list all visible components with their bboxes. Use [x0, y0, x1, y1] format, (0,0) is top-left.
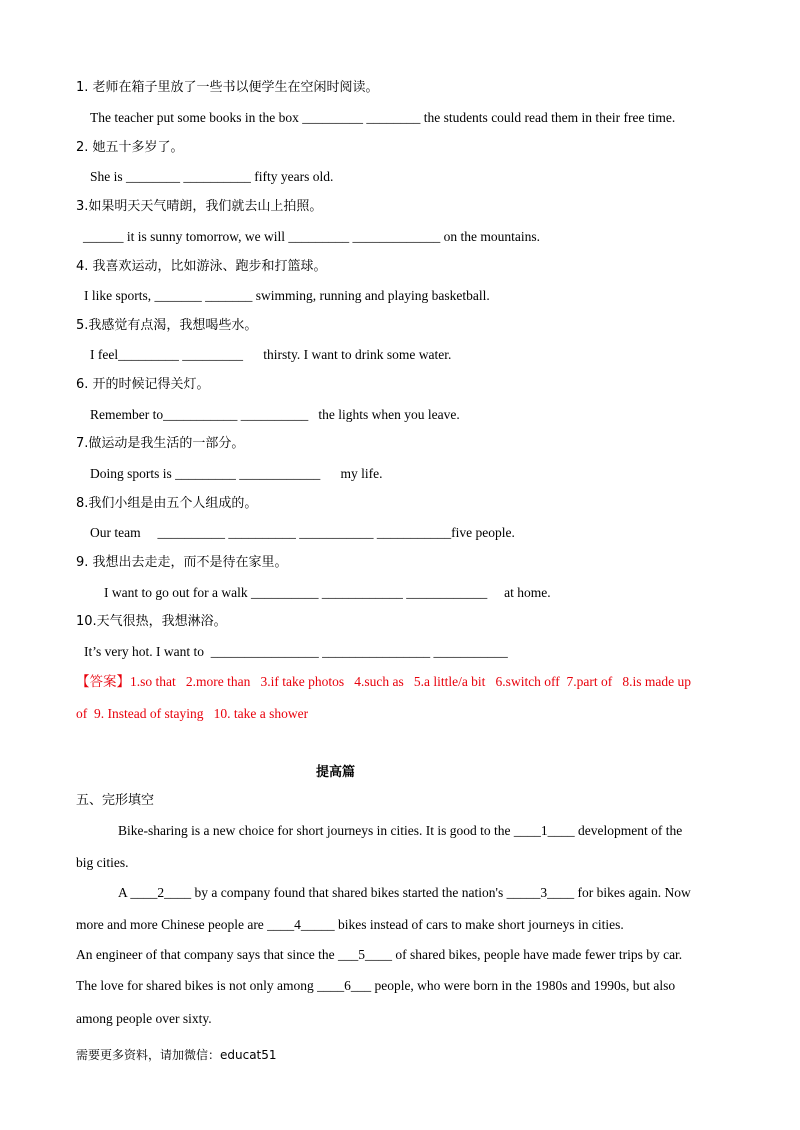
- subsection-title: 五、完形填空: [76, 793, 155, 808]
- item-4-english: I like sports, _______ _______ swimming, running and playing basketball.: [84, 288, 490, 303]
- passage-line-4: more and more Chinese people are ____4_____ bikes instead of cars to make short journeys in cities.: [76, 917, 624, 932]
- item-2-chinese: 2. 她五十多岁了。: [76, 140, 184, 155]
- passage-line-7: among people over sixty.: [76, 1011, 212, 1026]
- item-1-chinese: 1. 老师在箱子里放了一些书以便学生在空闲时阅读。: [76, 80, 379, 95]
- passage-line-5: An engineer of that company says that since the ___5____ of shared bikes, people have made fewer trips by car.: [76, 947, 683, 962]
- item-9-english: I want to go out for a walk __________ ____________ ____________ at home.: [104, 585, 551, 600]
- item-4-chinese: 4. 我喜欢运动，比如游泳、跑步和打篮球。: [76, 259, 327, 274]
- answer-key-line-1: 【答案】1.so that 2.more than 3.if take photos 4.such as 5.a little/a bit 6.switch off 7.part of 8.is made up: [76, 674, 692, 689]
- passage-line-3: A ____2____ by a company found that shared bikes started the nation's _____3____ for bikes again. Now: [118, 885, 691, 900]
- passage-line-6: The love for shared bikes is not only among ____6___ people, who were born in the 1980s and 1990s, but also: [76, 978, 676, 993]
- item-10-chinese: 10.天气很热，我想淋浴。: [76, 614, 227, 629]
- item-1-english: The teacher put some books in the box _________ ________ the students could read them in their free time.: [90, 110, 676, 125]
- answer-key-line-2: of 9. Instead of staying 10. take a shower: [76, 706, 309, 721]
- item-8-english: Our team __________ __________ ___________ ___________five people.: [90, 525, 515, 540]
- item-6-english: Remember to___________ __________ the lights when you leave.: [90, 407, 460, 422]
- passage-line-2: big cities.: [76, 855, 129, 870]
- item-3-chinese: 3.如果明天天气晴朗，我们就去山上拍照。: [76, 199, 323, 214]
- item-9-chinese: 9. 我想出去走走，而不是待在家里。: [76, 555, 288, 570]
- section-title: 提高篇: [316, 765, 356, 780]
- item-7-english: Doing sports is _________ ____________ my life.: [90, 466, 383, 481]
- item-2-english: She is ________ __________ fifty years old.: [90, 169, 334, 184]
- footer-note: 需要更多资料，请加微信：educat51: [76, 1048, 277, 1062]
- item-3-english: ______ it is sunny tomorrow, we will _________ _____________ on the mountains.: [83, 229, 540, 244]
- item-10-english: It’s very hot. I want to ________________ ________________ ___________: [84, 644, 508, 659]
- item-6-chinese: 6. 开的时候记得关灯。: [76, 377, 210, 392]
- item-7-chinese: 7.做运动是我生活的一部分。: [76, 436, 245, 451]
- item-5-chinese: 5.我感觉有点渴，我想喝些水。: [76, 318, 258, 333]
- passage-line-1: Bike-sharing is a new choice for short journeys in cities. It is good to the ____1____ development of the: [118, 823, 683, 838]
- item-5-english: I feel_________ _________ thirsty. I want to drink some water.: [90, 347, 452, 362]
- item-8-chinese: 8.我们小组是由五个人组成的。: [76, 496, 258, 511]
